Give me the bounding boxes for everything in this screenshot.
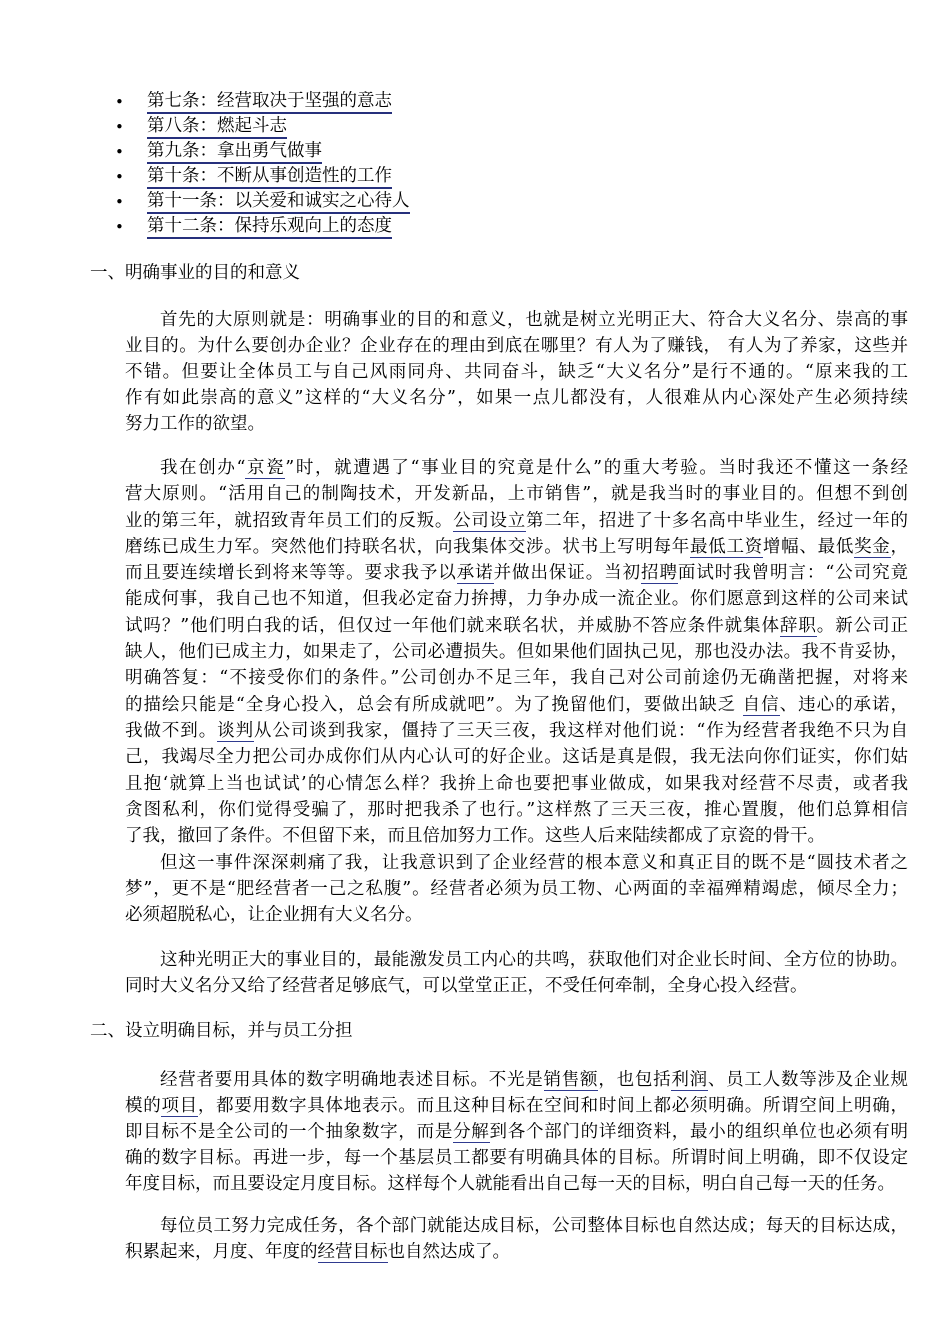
text-line: 首先的大原则就是：明确事业的目的和意义，也就是树立光明正大、符合大义名分、崇高的事 xyxy=(160,310,908,330)
section-heading: 二、设立明确目标，并与员工分担 xyxy=(90,1021,353,1041)
keyword-link[interactable]: 奖金 xyxy=(854,536,891,557)
keyword-link[interactable]: 自信 xyxy=(742,694,780,715)
keyword-link[interactable]: 承诺 xyxy=(456,563,494,584)
text-line: 梦”，更不是“肥经营者一己之私腹”。经营者必须为员工物、心两面的幸福殚精竭虑，倾尽全力； xyxy=(125,879,908,899)
text-line: 同时大义名分又给了经营者足够底气，可以堂堂正正，不受任何牵制，全身心投入经营。 xyxy=(125,976,808,996)
text-line: 年度目标，而且要设定月度目标。这样每个人就能看出自己每一天的目标，明白自己每一天的任务。 xyxy=(125,1174,895,1194)
list-item xyxy=(0,115,950,140)
text-line: 业的第三年，就招致青年员工们的反叛。公司设立第二年，招进了十多名高中毕业生，经过一年的 xyxy=(125,510,909,531)
text-line: 必须超脱私心，让企业拥有大义名分。 xyxy=(125,905,423,925)
list-item xyxy=(0,140,950,165)
keyword-link[interactable]: 分解 xyxy=(453,1122,490,1142)
text-line: 了我，撤回了条件。不但留下来，而且倍加努力工作。这些人后来陆续都成了京瓷的骨干。 xyxy=(125,826,825,847)
keyword-link[interactable]: 最低工资 xyxy=(690,536,763,557)
article-link[interactable]: 第八条：燃起斗志 xyxy=(147,115,287,139)
article-link[interactable]: 第十二条：保持乐观向上的态度 xyxy=(147,215,392,239)
text-line: 作有如此崇高的意义”这样的“大义名分”，如果一点儿都没有，人很难从内心深处产生必须持续 xyxy=(125,388,908,408)
article-link[interactable]: 第七条：经营取决于坚强的意志 xyxy=(147,90,392,114)
paragraph xyxy=(90,947,908,999)
bullet-icon: • xyxy=(115,118,124,136)
text-line: 我做不到。谈判从公司谈到我家，僵持了三天三夜，我这样对他们说：“作为经营者我绝不只为自 xyxy=(125,720,908,741)
keyword-link[interactable]: 招聘 xyxy=(641,563,678,584)
paragraph xyxy=(90,455,908,849)
keyword-link[interactable]: 公司设立 xyxy=(453,510,526,531)
text-line: 的描绘只能是“全身心投入，总会有所成就吧”。为了挽留他们，要做出缺乏 自信、违心的承诺， xyxy=(125,694,909,715)
bullet-icon: • xyxy=(115,93,124,111)
text-line: 经营者要用具体的数字明确地表述目标。不光是销售额，也包括利润、员工人数等涉及企业规 xyxy=(160,1070,909,1090)
article-link[interactable]: 第十一条：以关爱和诚实之心待人 xyxy=(147,190,410,214)
text-line: 明确答复：“不接受你们的条件。”公司创办不足三年，我自己对公司前途仍无确凿把握，对将来 xyxy=(125,668,908,689)
paragraph xyxy=(90,307,908,437)
text-line: 且抱‘就算上当也试试’的心情怎么样？我拚上命也要把事业做成，如果我对经营不尽责，或者我 xyxy=(125,773,908,794)
list-item xyxy=(0,215,950,240)
text-line: 确的数字目标。再进一步，每一个基层员工都要有明确具体的目标。所谓时间上明确，即不仅设定 xyxy=(125,1148,908,1168)
bullet-icon: • xyxy=(115,143,124,161)
keyword-link[interactable]: 谈判 xyxy=(217,720,255,741)
text-line: 磨练已成生力军。突然他们持联名状，向我集体交涉。状书上写明每年最低工资增幅、最低奖金， xyxy=(125,536,909,557)
paragraph xyxy=(90,1067,908,1197)
paragraph xyxy=(90,850,908,928)
keyword-link[interactable]: 经营目标 xyxy=(317,1242,388,1262)
keyword-link[interactable]: 销售额 xyxy=(543,1070,599,1090)
paragraph xyxy=(90,1213,908,1265)
keyword-link[interactable]: 利润 xyxy=(671,1070,708,1090)
text-line: 积累起来，月度、年度的经营目标也自然达成了。 xyxy=(125,1242,510,1262)
text-line: 而且要连续增长到将来等等。要求我予以承诺并做出保证。当初招聘面试时我曾明言：“公司究竟 xyxy=(125,563,908,584)
text-line: 不错。但要让全体员工与自己风雨同舟、共同奋斗，缺乏“大义名分”是行不通的。“原来我的工 xyxy=(125,362,908,382)
text-line: 业目的。为什么要创办企业？企业存在的理由到底在哪里？有人为了赚钱， 有人为了养家，这些并 xyxy=(125,336,908,356)
article-link-list xyxy=(0,90,950,240)
text-line: 模的项目，都要用数字具体地表示。而且这种目标在空间和时间上都必须明确。所谓空间上明确， xyxy=(125,1096,908,1116)
text-line: 努力工作的欲望。 xyxy=(125,414,265,434)
article-link[interactable]: 第九条：拿出勇气做事 xyxy=(147,140,322,164)
article-link[interactable]: 第十条：不断从事创造性的工作 xyxy=(147,165,392,189)
keyword-link[interactable]: 项目 xyxy=(161,1096,198,1116)
text-line: 我在创办“京瓷”时，就遭遇了“事业目的究竟是什么”的重大考验。当时我还不懂这一条经 xyxy=(160,458,908,478)
bullet-icon: • xyxy=(115,193,124,211)
bullet-icon: • xyxy=(115,218,124,236)
keyword-link[interactable]: 京瓷 xyxy=(245,458,286,478)
text-line: 这种光明正大的事业目的，最能激发员工内心的共鸣，获取他们对企业长时间、全方位的协助。 xyxy=(160,950,908,970)
list-item xyxy=(0,165,950,190)
text-line: 贪图私利，你们觉得受骗了，那时把我杀了也行。”这样熬了三天三夜，推心置腹，他们总算相信 xyxy=(125,799,908,820)
text-line: 营大原则。“活用自己的制陶技术，开发新品，上市销售”，就是我当时的事业目的。但想不到创 xyxy=(125,484,908,505)
text-line: 试吗？”他们明白我的话，但仅过一年他们就来联名状，并威胁不答应条件就集体辞职。新公司正 xyxy=(125,615,908,636)
text-line: 能成何事，我自己也不知道，但我必定奋力拚搏，力争办成一流企业。你们愿意到这样的公司来试 xyxy=(125,589,908,610)
text-line: 己，我竭尽全力把公司办成你们从内心认可的好企业。这话是真是假，我无法向你们证实，你们姑 xyxy=(125,747,908,768)
text-line: 每位员工努力完成任务，各个部门就能达成目标，公司整体目标也自然达成；每天的目标达成， xyxy=(160,1216,908,1236)
section-heading: 一、明确事业的目的和意义 xyxy=(90,263,300,283)
list-item xyxy=(0,190,950,215)
text-line: 即目标不是全公司的一个抽象数字，而是分解到各个部门的详细资料，最小的组织单位也必须有明 xyxy=(125,1122,909,1142)
text-line: 缺人，他们已成主力，如果走了，公司必遭损失。但如果他们固执己见，那也没办法。我不肯妥协， xyxy=(125,642,908,663)
bullet-icon: • xyxy=(115,168,124,186)
list-item xyxy=(0,90,950,115)
text-line: 但这一事件深深刺痛了我，让我意识到了企业经营的根本意义和真正目的既不是“圆技术者之 xyxy=(160,853,908,873)
keyword-link[interactable]: 辞职 xyxy=(779,615,817,636)
